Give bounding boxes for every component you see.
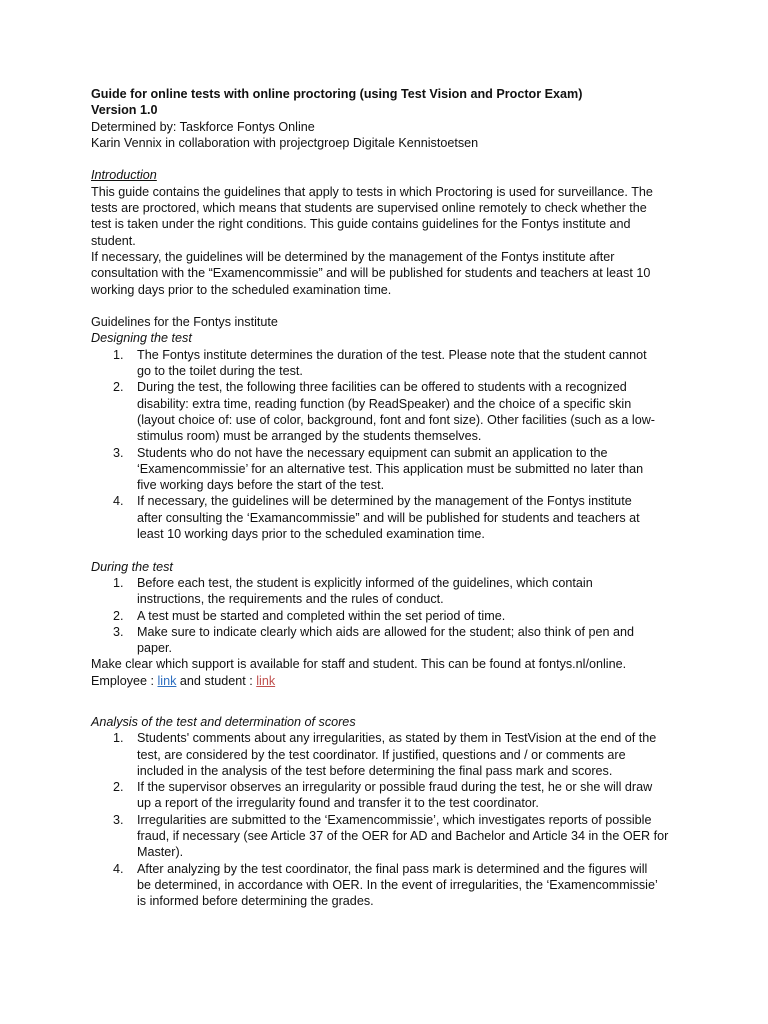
text-line: be determined, in accordance with OER. In the event of irregularities, the ‘Examencommissie’ <box>137 877 658 892</box>
during-subheading: During the test <box>91 559 173 574</box>
intro-heading: Introduction <box>91 168 157 183</box>
list-item-number: 3. <box>113 812 124 827</box>
text-line: Irregularities are submitted to the ‘Examencommissie’, which investigates reports of possible <box>137 812 652 827</box>
analysis-subheading: Analysis of the test and determination of scores <box>91 714 356 729</box>
list-item <box>91 493 691 542</box>
list-item <box>91 861 691 910</box>
list-item <box>91 347 691 380</box>
text-line: after consulting the ‘Examancommissie” and will be published for students and teachers at <box>137 510 640 525</box>
intro-paragraph <box>91 184 691 298</box>
employee-label: Employee : <box>91 673 158 688</box>
analysis-list <box>91 730 691 909</box>
list-item <box>91 575 691 608</box>
authors: Karin Vennix in collaboration with projectgroep Digitale Kennistoetsen <box>91 135 479 150</box>
support-line: Make clear which support is available for staff and student. This can be found at fontys.nl/online. <box>91 657 627 672</box>
document-title: Guide for online tests with online proctoring (using Test Vision and Proctor Exam) <box>91 87 583 101</box>
text-line: student. <box>91 233 136 248</box>
list-item <box>91 779 691 812</box>
text-line: This guide contains the guidelines that apply to tests in which Proctoring is used for surveillance. The <box>91 184 653 199</box>
employee-link[interactable]: link <box>157 673 177 688</box>
list-item-number: 3. <box>113 624 124 639</box>
text-line: tests are proctored, which means that students are supervised online remotely to check whether the <box>91 201 647 216</box>
determined-by: Determined by: Taskforce Fontys Online <box>91 119 315 134</box>
text-line: least 10 working days prior to the scheduled examination time. <box>137 527 485 542</box>
links-line <box>91 673 691 689</box>
student-link[interactable]: link <box>256 673 276 688</box>
list-item-number: 1. <box>113 731 124 746</box>
text-line: Master). <box>137 845 184 860</box>
list-item-number: 3. <box>113 445 124 460</box>
text-line: Students' comments about any irregularities, as stated by them in TestVision at the end of the <box>137 731 657 746</box>
text-line: stimulus room) must be arranged by the students themselves. <box>137 429 482 444</box>
text-line: is informed before determining the grades. <box>137 894 374 909</box>
text-line: Students who do not have the necessary equipment can submit an application to the <box>137 445 608 460</box>
text-line: consultation with the “Examencommissie” and will be published for students and teachers at least 10 <box>91 266 651 281</box>
text-line: disability: extra time, reading function (by ReadSpeaker) and the choice of a specific skin <box>137 396 632 411</box>
text-line: (layout choice of: use of color, background, font and font size). Other facilities (such as a low- <box>137 412 656 427</box>
list-item <box>91 730 691 779</box>
text-line: five working days before the start of the test. <box>137 478 385 493</box>
text-line: A test must be started and completed within the set period of time. <box>137 608 506 623</box>
list-item <box>91 624 691 657</box>
text-line: ‘Examencommissie’ for an alternative test. This application must be submitted no later than <box>137 461 644 476</box>
version-label: Version 1.0 <box>91 103 158 118</box>
list-item <box>91 812 691 861</box>
text-line: fraud, if necessary (see Article 37 of the OER for AD and Bachelor and Article 34 in the OER for <box>137 829 669 844</box>
text-line: test, are considered by the test coordinator. If justified, questions and / or comments are <box>137 747 626 762</box>
list-item-number: 1. <box>113 347 124 362</box>
designing-subheading: Designing the test <box>91 331 192 346</box>
text-line: working days prior to the scheduled examination time. <box>91 282 392 297</box>
designing-list <box>91 347 691 543</box>
text-line: During the test, the following three facilities can be offered to students with a recognized <box>137 380 627 395</box>
list-item-number: 2. <box>113 380 124 395</box>
text-line: If necessary, the guidelines will be determined by the management of the Fontys institute <box>137 494 632 509</box>
list-item <box>91 445 691 494</box>
text-line: Before each test, the student is explicitly informed of the guidelines, which contain <box>137 575 593 590</box>
document-page <box>91 86 691 910</box>
text-line: instructions, the requirements and the rules of conduct. <box>137 592 444 607</box>
list-item <box>91 608 691 624</box>
student-label: and student : <box>176 673 257 688</box>
text-line: If the supervisor observes an irregularity or possible fraud during the test, he or she will draw <box>137 780 653 795</box>
list-item-number: 4. <box>113 861 124 876</box>
text-line: go to the toilet during the test. <box>137 364 303 379</box>
list-item-number: 2. <box>113 608 124 623</box>
text-line: Make sure to indicate clearly which aids are allowed for the student; also think of pen and <box>137 624 635 639</box>
list-item-number: 2. <box>113 780 124 795</box>
text-line: paper. <box>137 641 173 656</box>
text-line: After analyzing by the test coordinator, the final pass mark is determined and the figures will <box>137 861 648 876</box>
text-line: The Fontys institute determines the duration of the test. Please note that the student cannot <box>137 347 647 362</box>
list-item-number: 4. <box>113 494 124 509</box>
text-line: test is taken under the right conditions. This guide contains guidelines for the Fontys institute and <box>91 217 631 232</box>
during-list <box>91 575 691 656</box>
text-line: If necessary, the guidelines will be determined by the management of the Fontys institute after <box>91 249 615 264</box>
text-line: included in the analysis of the test before determining the final pass mark and scores. <box>137 763 613 778</box>
list-item-number: 1. <box>113 575 124 590</box>
list-item <box>91 379 691 444</box>
institute-heading: Guidelines for the Fontys institute <box>91 315 278 330</box>
text-line: up a report of the irregularity found and transfer it to the test coordinator. <box>137 796 539 811</box>
